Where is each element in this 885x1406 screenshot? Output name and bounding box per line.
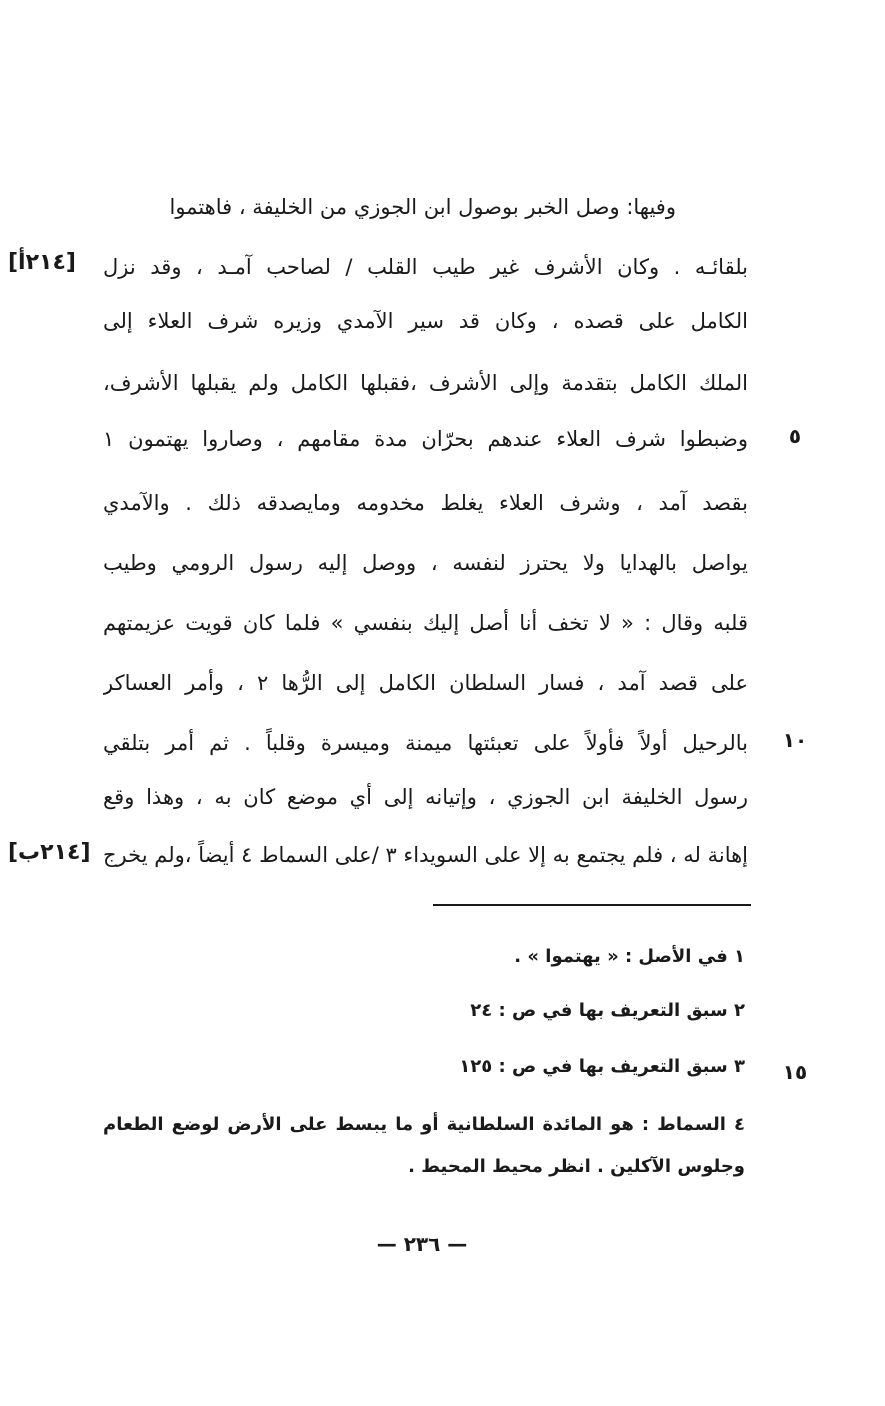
folio-ref-214b: [٢١٤ب] <box>8 840 91 865</box>
body-line-2: بلقائـه . وكان الأشرف غير طيب القلب / لصاحب آمـد ، وقد نزل <box>103 255 748 279</box>
body-line-5: وضبطوا شرف العلاء عندهم بحرّان مدة مقامهم ، وصاروا يهتمون ١ <box>103 427 748 451</box>
body-line-7: يواصل بالهدايا ولا يحترز لنفسه ، ووصل إليه رسول الرومي وطيب <box>103 551 748 575</box>
page-number: — ٢٣٦ — <box>376 1232 468 1256</box>
footnote-2: ٢ سبق التعريف بها في ص : ٢٤ <box>470 1000 745 1021</box>
line-number-5: ٥ <box>788 424 802 448</box>
line-number-10: ١٠ <box>782 728 808 752</box>
body-line-12: إهانة له ، فلم يجتمع به إلا على السويداء ٣ /على السماط ٤ أيضاً ،ولم يخرج <box>103 843 748 867</box>
footnote-divider <box>433 904 751 906</box>
footnote-3: ٣ سبق التعريف بها في ص : ١٢٥ <box>459 1056 745 1077</box>
body-line-3: الكامل على قصده ، وكان قد سير الآمدي وزيره شرف العلاء إلى <box>103 309 748 333</box>
footnote-1: ١ في الأصل : « يهتموا » . <box>514 946 745 967</box>
body-line-11: رسول الخليفة ابن الجوزي ، وإتيانه إلى أي موضع كان به ، وهذا وقع <box>103 785 748 809</box>
body-line-1: وفيها: وصل الخبر بوصول ابن الجوزي من الخليفة ، فاهتموا <box>169 195 676 219</box>
folio-ref-214a: [٢١٤أ] <box>8 250 76 275</box>
body-line-8: قلبه وقال : « لا تخف أنا أصل إليك بنفسي » فلما كان قويت عزيمتهم <box>103 611 748 635</box>
footnote-4-line-1: ٤ السماط : هو المائدة السلطانية أو ما يبسط على الأرض لوضع الطعام <box>103 1114 745 1135</box>
body-line-10: بالرحيل أولاً فأولاً على تعبئتها ميمنة وميسرة وقلباً . ثم أمر بتلقي <box>103 731 748 755</box>
body-line-9: على قصد آمد ، فسار السلطان الكامل إلى الرُّها ٢ ، وأمر العساكر <box>103 671 748 695</box>
line-number-15: ١٥ <box>782 1060 808 1084</box>
footnote-4-line-2: وجلوس الآكلين . انظر محيط المحيط . <box>408 1156 745 1177</box>
body-line-6: بقصد آمد ، وشرف العلاء يغلط مخدومه ومايصدقه ذلك . والآمدي <box>103 491 748 515</box>
body-line-4: الملك الكامل بتقدمة وإلى الأشرف ،فقبلها الكامل ولم يقبلها الأشرف، <box>103 371 748 395</box>
